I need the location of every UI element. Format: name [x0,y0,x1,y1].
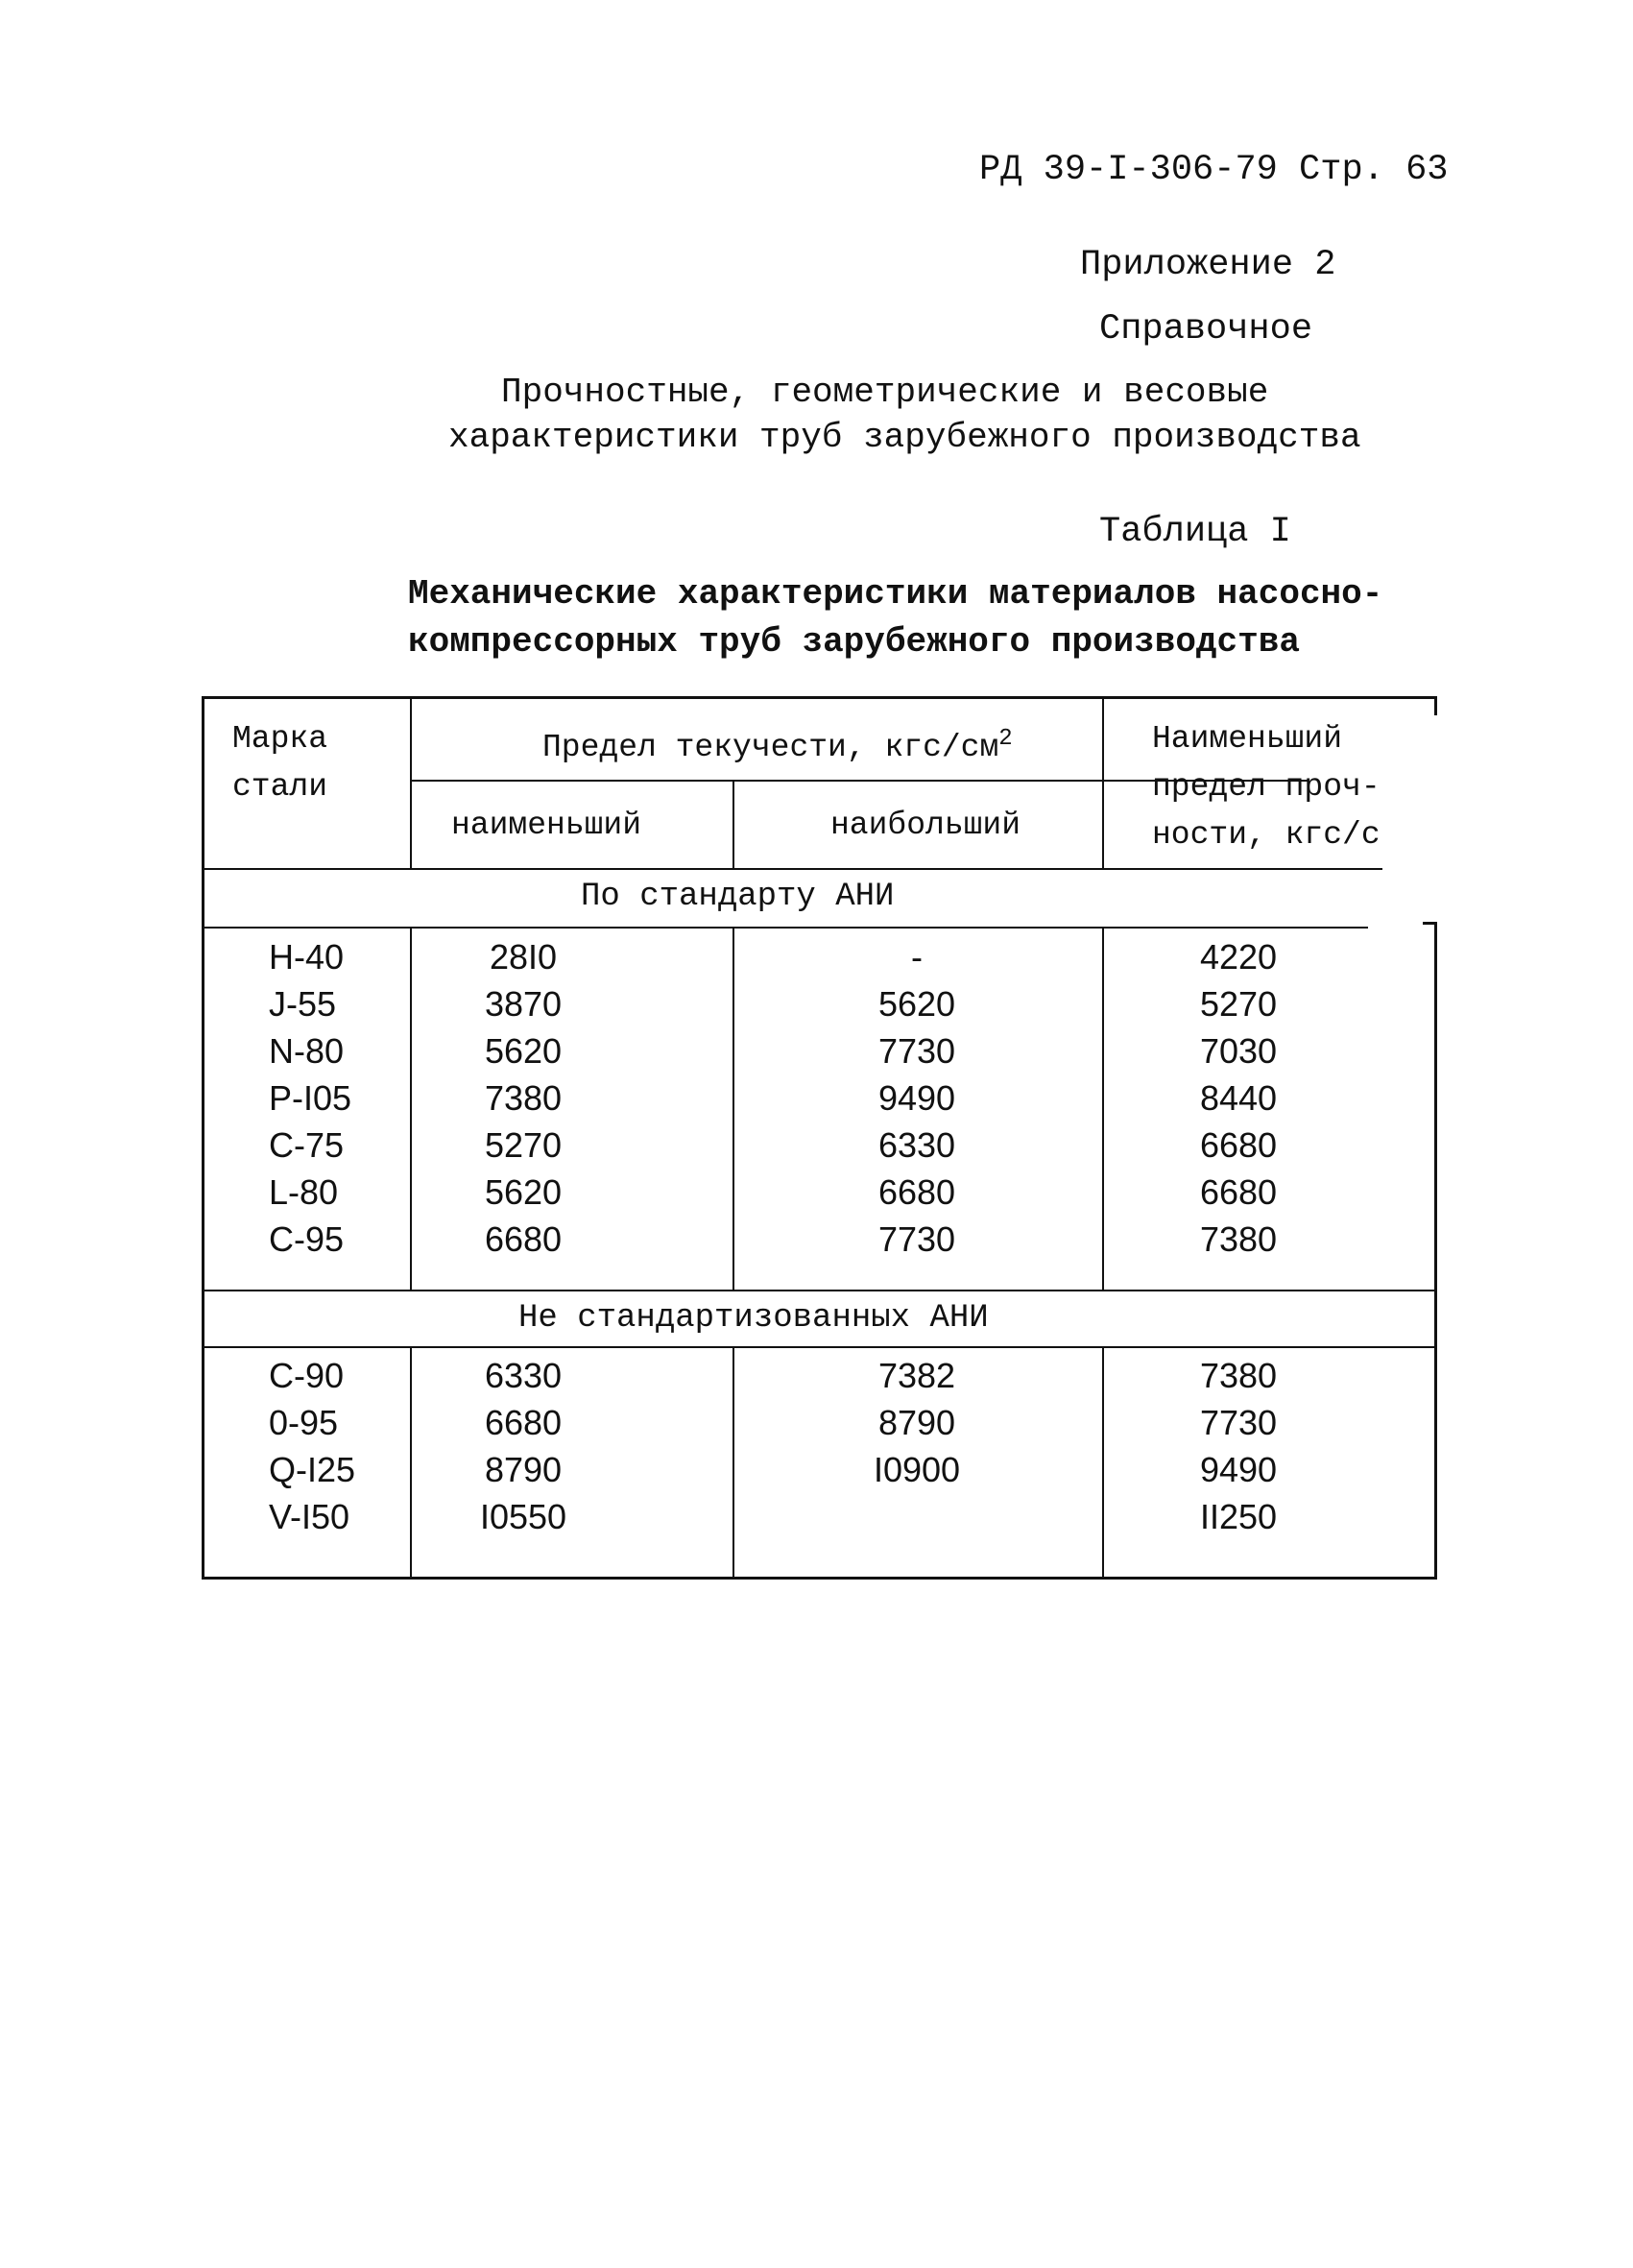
section-title-api: По стандарту АНИ [581,879,895,915]
header-yield-max: наибольший [830,808,1021,843]
yield-max-cell: 6680 [877,1172,956,1212]
table-border-left [202,696,204,1580]
grade-cell: J-55 [269,984,337,1024]
table-caption-line-1: Механические характеристики материалов насосно- [408,574,1383,614]
yield-max-cell [840,1493,994,1540]
table-caption-line-2: компрессорных труб зарубежного производства [408,622,1300,662]
header-tensile-strength [1152,715,1381,859]
col-divider-1-s2 [410,1346,412,1580]
col-divider-1-header [410,696,412,870]
col-divider-2-s2 [732,1346,734,1580]
yield-min-cell: I0550 [479,1497,567,1536]
yield-min-cell: 6680 [484,1219,563,1259]
table-border-right-top [1434,696,1437,715]
header-steel-grade [232,715,327,811]
section-title-non-api: Не стандартизованных АНИ [518,1300,989,1337]
yield-max-cell: 7730 [877,1219,956,1259]
grade-cell: C-95 [269,1219,345,1259]
yield-min-cell: 8790 [484,1450,563,1489]
tensile-strength-cell: 9490 [1199,1450,1278,1489]
header-steel-grade-line-1: Марка [232,721,328,757]
section-title-line-1: Прочностные, геометрические и весовые [501,373,1269,412]
grade-cell: N-80 [269,1031,345,1071]
grade-cell: L-80 [269,1172,339,1212]
section2-grade-column [269,1352,403,1540]
grade-cell: H-40 [269,937,345,977]
yield-max-cell: 6330 [877,1125,956,1165]
section2-max-column [840,1352,994,1540]
table-border-bottom [202,1577,1437,1580]
tensile-strength-cell: II250 [1199,1497,1278,1536]
reference-label: Справочное [1099,309,1313,350]
tensile-strength-cell: 7030 [1199,1031,1278,1071]
mechanical-properties-table [202,696,1437,1580]
table-border-top [202,696,1437,699]
yield-min-cell: 3870 [484,984,563,1024]
header-yield-strength [542,715,1013,772]
tensile-strength-cell: 7380 [1199,1219,1278,1259]
yield-min-cell: 5620 [484,1031,563,1071]
yield-min-cell: 7380 [484,1078,563,1118]
table-border-right [1434,922,1437,1580]
yield-min-cell: 28I0 [489,937,558,977]
yield-max-cell: 7382 [877,1356,956,1395]
header-tensile-strength-line-2: предел проч- [1152,769,1381,805]
col-divider-1-s1 [410,927,412,1291]
tensile-strength-cell: 6680 [1199,1125,1278,1165]
yield-max-cell: I0900 [873,1450,961,1489]
appendix-label: Приложение 2 [1080,245,1336,285]
grade-cell: Q-I25 [269,1450,356,1489]
grade-cell: C-75 [269,1125,345,1165]
yield-max-cell: 7730 [877,1031,956,1071]
tensile-strength-cell: 7380 [1199,1356,1278,1395]
tensile-strength-cell: 8440 [1199,1078,1278,1118]
col-divider-3-s2 [1102,1346,1104,1580]
document-code: РД 39-I-306-79 Стр. 63 [979,150,1449,190]
tensile-strength-cell: 5270 [1199,984,1278,1024]
yield-max-cell: - [911,937,923,977]
table-number: Таблица I [1099,512,1291,552]
header-steel-grade-line-2: стали [232,769,328,805]
section2-strength-column [1162,1352,1315,1540]
section-title-line-2: характеристики труб зарубежного производства [448,418,1361,457]
header-yield-strength-label: Предел текучести, кгс/см [542,730,999,765]
yield-min-cell: 6330 [484,1356,563,1395]
header-yield-min: наименьший [451,808,642,843]
section1-strength-column [1162,933,1315,1263]
col-divider-2-header [732,780,734,870]
yield-max-cell: 9490 [877,1078,956,1118]
col-divider-3-header [1102,696,1104,870]
grade-cell: 0-95 [269,1403,339,1442]
yield-max-cell: 5620 [877,984,956,1024]
section1-min-column [446,933,600,1263]
grade-cell: C-90 [269,1356,345,1395]
header-tensile-strength-line-1: Наименьший [1152,721,1343,757]
section2-min-column [446,1352,600,1540]
grade-cell: V-I50 [269,1497,350,1536]
header-tensile-strength-line-3: ности, кгс/с [1152,817,1381,853]
tensile-strength-cell: 6680 [1199,1172,1278,1212]
tensile-strength-cell: 7730 [1199,1403,1278,1442]
table-border-right-tick [1423,922,1437,925]
col-divider-2-s1 [732,927,734,1291]
yield-min-cell: 5270 [484,1125,563,1165]
tensile-strength-cell: 4220 [1199,937,1278,977]
section2-title-divider [202,1346,1437,1348]
section1-max-column [840,933,994,1263]
header-bottom-divider [202,868,1382,870]
section1-title-divider [202,927,1368,929]
grade-cell: P-I05 [269,1078,352,1118]
yield-min-cell: 5620 [484,1172,563,1212]
yield-min-cell: 6680 [484,1403,563,1442]
section2-top-divider [202,1290,1437,1291]
section1-grade-column [269,933,403,1263]
yield-max-cell: 8790 [877,1403,956,1442]
header-yield-strength-sup: 2 [998,726,1013,752]
col-divider-3-s1 [1102,927,1104,1291]
